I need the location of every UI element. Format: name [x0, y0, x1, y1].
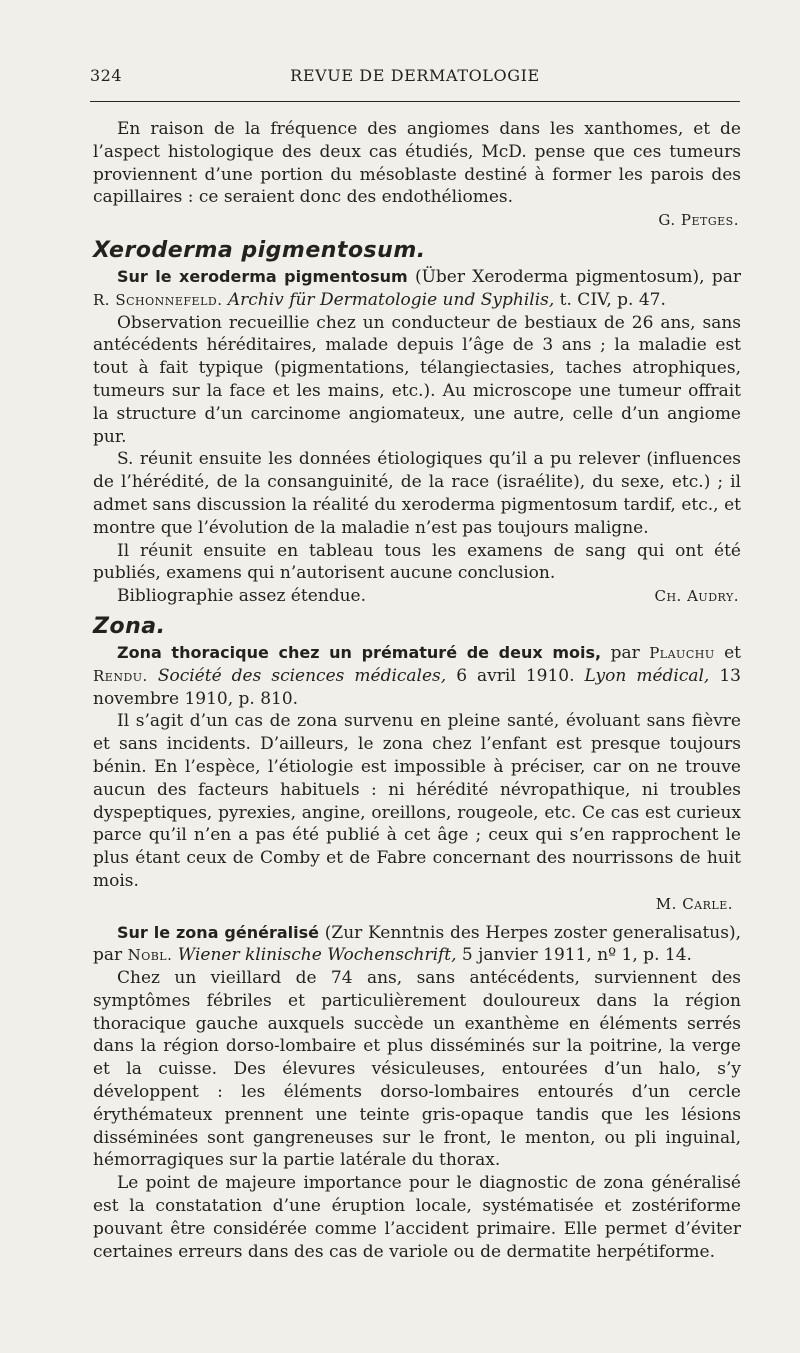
article-paragraph: Il s’agit d’un cas de zona survenu en pleine santé, évoluant sans fièvre et sans incidents. D’ailleurs, le zona chez l’enfant est presque toujours bénin. En l’espèce, l’étiologie est impossible à préciser, car on ne trouve aucun des facteurs habituels : ni hérédité névropathique, ni troubles dyspeptiques, pyrexies, angine, oreillons, rougeole, etc. Ce cas est curieux parce qu’il n’en a pas été publié à cet âge ; ceux qui s’en rapprochent le plus étant ceux de Comby et de Fabre concernant des nourrissons de huit mois. — [93, 711, 741, 891]
author: R. Schonnefeld. — [93, 290, 223, 309]
signature: G. Petges. — [658, 211, 739, 230]
journal-name: Lyon médical, — [584, 665, 710, 686]
journal-name: Société des sciences médicales, — [157, 665, 447, 686]
journal-name: Wiener klinische Wochenschrift, — [177, 945, 457, 966]
closing-line — [93, 585, 741, 608]
section-heading: Zona. — [93, 613, 166, 639]
page-body — [93, 118, 741, 1263]
article-paragraph: Observation recueillie chez un conducteur de bestiaux de 26 ans, sans antécédents héréditaires, malade depuis l’âge de 3 ans ; la maladie est tout à fait typique (pigmentations, télangiectasies, taches atrophiques, tumeurs sur la face et les mains, etc.). Au microscope une tumeur offrait la structure d’un carcinome angiomateux, une autre, celle d’un angiome pur. — [93, 312, 741, 447]
author: Plauchu — [649, 643, 715, 662]
article-title: Sur le xeroderma pigmentosum — [117, 266, 408, 286]
page-number: 324 — [90, 66, 123, 85]
author: Rendu. — [93, 666, 148, 685]
article-reference: Zona thoracique chez un prématuré de deux mois, par Plauchu et Rendu. Société des sciences médicales, 6 avril 1910. Lyon médical, 13 novembre 1910, p. 810. — [93, 642, 742, 709]
article-paragraph: Chez un vieillard de 74 ans, sans antécédents, surviennent des symptômes fébriles et particulièrement douloureux dans la région thoracique gauche auxquels succède un exanthème en éléments serrés dans la région dorso-lombaire et plus disséminés sur la poitrine, la verge et la cuisse. Des élevures vésiculeuses, entourées d’un halo, s’y développent : les éléments dorso-lombaires entourés d’un cercle érythémateux prennent une teinte gris-opaque tandis que les lésions disséminées sont gangreneuses sur le front, le menton, ou pli inguinal, hémorragiques sur la partie latérale du thorax. — [93, 968, 741, 1171]
intro-paragraph: En raison de la fréquence des angiomes dans les xanthomes, et de l’aspect histologique des deux cas étudiés, McD. pense que ces tumeurs proviennent d’une portion du mésoblaste destiné à former les parois des capillaires : ce seraient donc des endothéliomes. — [93, 119, 741, 208]
closing-text: Bibliographie assez étendue. — [117, 586, 366, 607]
article-reference: Sur le zona généralisé (Zur Kenntnis des Herpes zoster generalisatus), par Nobl. Wiener klinische Wochenschrift, 5 janvier 1911, nº 1, p. 14. — [93, 922, 741, 966]
section-heading: Xeroderma pigmentosum. — [93, 237, 426, 263]
signature: M. Carle. — [655, 894, 733, 913]
article-paragraph: Il réunit ensuite en tableau tous les examens de sang qui ont été publiés, examens qui n’autorisent aucune conclusion. — [93, 540, 741, 584]
intro-signature-line — [93, 209, 741, 232]
article-reference: Sur le xeroderma pigmentosum (Über Xeroderma pigmentosum), par R. Schonnefeld. Archiv für Dermatologie und Syphilis, t. CIV, p. 47. — [93, 266, 741, 310]
journal-title: REVUE DE DERMATOLOGIE — [290, 66, 540, 85]
article-title: Zona thoracique chez un prématuré de deux mois, — [117, 642, 602, 662]
signature: Ch. Audry. — [654, 587, 739, 606]
article-paragraph: Le point de majeure importance pour le diagnostic de zona généralisé est la constatation d’une éruption locale, systématisée et zostériforme pouvant être considérée comme l’accident primaire. Elle permet d’éviter certaines erreurs dans des cas de variole ou de dermatite herpétiforme. — [93, 1173, 741, 1262]
running-header — [90, 66, 740, 90]
article-title: Sur le zona généralisé — [117, 922, 319, 942]
header-rule — [90, 101, 740, 102]
article-paragraph: S. réunit ensuite les données étiologiques qu’il a pu relever (influences de l’hérédité, de la consanguinité, de la race (israélite), du sexe, etc.) ; il admet sans discussion la réalité du xeroderma pigmentosum tardif, etc., et montre que l’évolution de la maladie n’est pas toujours maligne. — [93, 449, 741, 538]
journal-name: Archiv für Dermatologie und Syphilis, — [227, 289, 555, 310]
author: Nobl. — [127, 946, 173, 965]
